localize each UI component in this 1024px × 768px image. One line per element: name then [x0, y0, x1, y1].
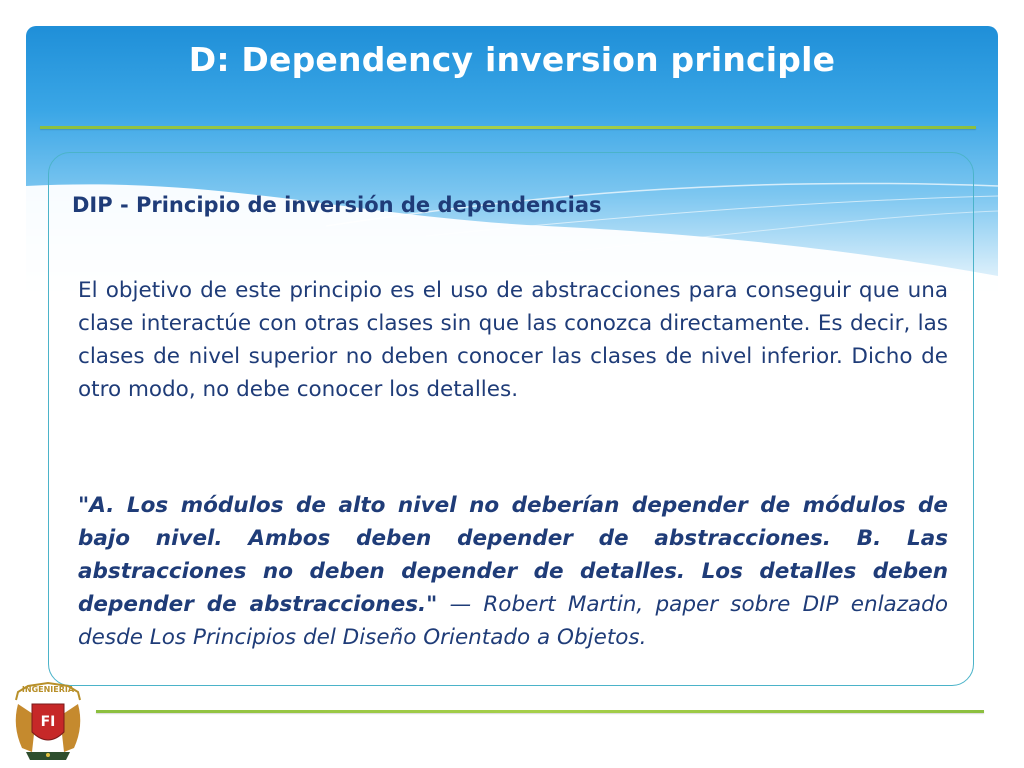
quote-text: "A. Los módulos de alto nivel no deberían depender de módulos de bajo nivel. Ambos deben depender de abstracciones. B. Las abstracciones no deben depender de detalles. Los detalles deben depender de abstracciones.": [78, 493, 948, 617]
bottom-divider: [96, 710, 984, 713]
ingenieria-logo: [8, 676, 88, 764]
slide-title: D: Dependency inversion principle: [188, 40, 836, 79]
top-divider: [40, 126, 976, 129]
body-paragraph: El objetivo de este principio es el uso de abstracciones para conseguir que una clase interactúe con otras clases sin que las conozca directamente. Es decir, las clases de nivel superior no deben conocer las clases de nivel inferior. Dicho de otro modo, no debe conocer los detalles.: [78, 278, 948, 402]
slide-subtitle: DIP - Principio de inversión de dependencias: [72, 193, 602, 217]
logo-text: INGENIERIA: [21, 685, 75, 694]
logo-letters: FI: [40, 714, 56, 730]
quote-paragraph: [78, 489, 948, 654]
quote-attribution: — Robert Martin, paper sobre DIP enlazado desde Los Principios del Diseño Orientado a Objetos.: [78, 592, 948, 650]
